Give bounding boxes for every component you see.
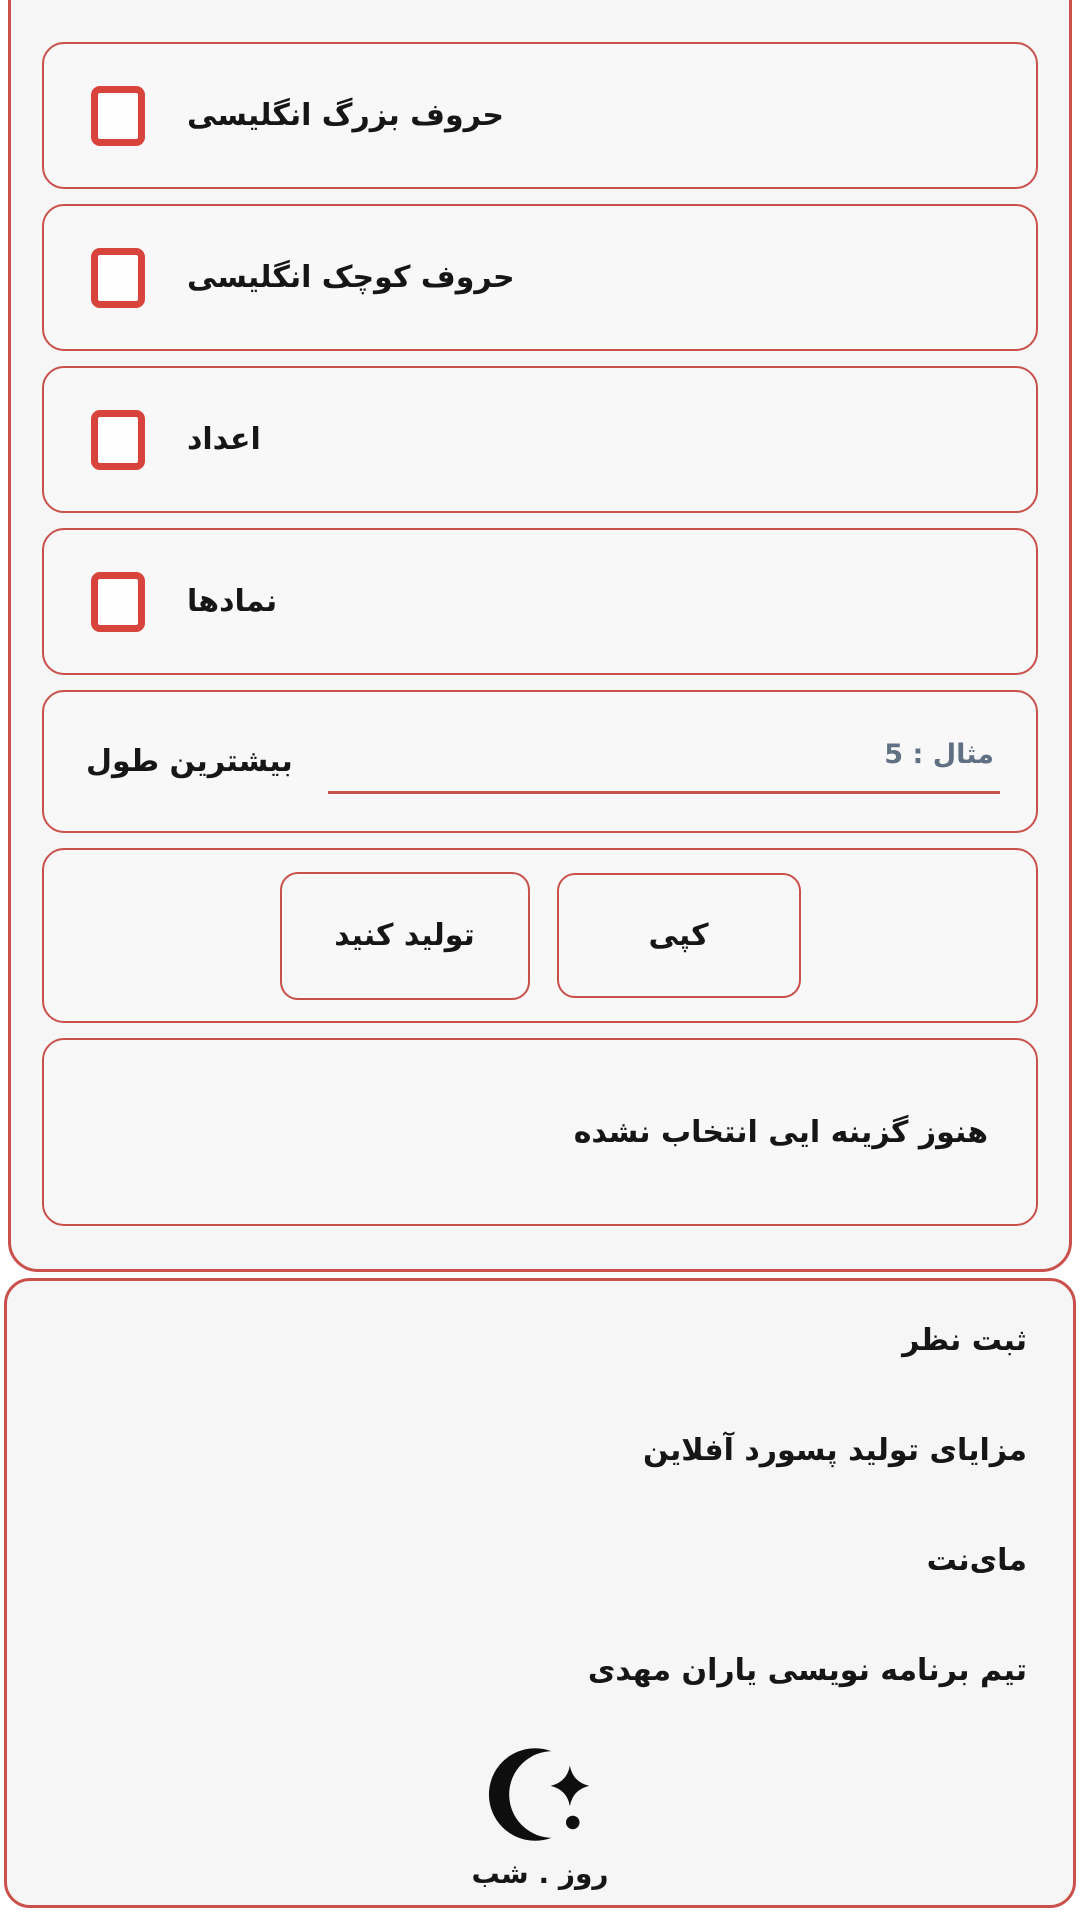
lowercase-checkbox[interactable]: [91, 248, 145, 308]
option-row-uppercase: [42, 42, 1038, 189]
option-row-numbers: [42, 366, 1038, 513]
link-feedback[interactable]: [7, 1285, 1073, 1395]
link-mynet[interactable]: [7, 1505, 1073, 1615]
uppercase-label: حروف بزرگ انگلیسی: [187, 98, 504, 133]
link-mynet-label: مای‌نت: [926, 1542, 1027, 1578]
result-box: [42, 1038, 1038, 1226]
lowercase-label: حروف کوچک انگلیسی: [187, 260, 515, 295]
uppercase-checkbox[interactable]: [91, 86, 145, 146]
max-length-input[interactable]: [328, 729, 1000, 794]
generate-button[interactable]: تولید کنید: [280, 872, 530, 1000]
link-offline-benefits[interactable]: [7, 1395, 1073, 1505]
max-length-label: بیشترین طول: [86, 744, 293, 779]
link-dev-team-label: تیم برنامه نویسی یاران مهدی: [587, 1652, 1027, 1688]
link-offline-benefits-label: مزایای تولید پسورد آفلاین: [642, 1432, 1027, 1468]
link-dev-team[interactable]: [7, 1615, 1073, 1725]
copy-button[interactable]: کپی: [557, 873, 801, 998]
max-length-row: [42, 690, 1038, 833]
action-buttons-row: [42, 848, 1038, 1023]
symbols-label: نمادها: [187, 584, 278, 619]
symbols-checkbox[interactable]: [91, 572, 145, 632]
link-feedback-label: ثبت نظر: [902, 1322, 1027, 1358]
password-options-panel: [8, 0, 1072, 1272]
moon-stars-icon: [487, 1736, 593, 1853]
numbers-checkbox[interactable]: [91, 410, 145, 470]
theme-toggle[interactable]: [7, 1736, 1073, 1890]
option-row-symbols: [42, 528, 1038, 675]
footer-panel: [4, 1278, 1076, 1908]
theme-toggle-label: روز . شب: [471, 1857, 609, 1890]
numbers-label: اعداد: [187, 422, 261, 457]
result-message: هنوز گزینه ایی انتخاب نشده: [573, 1114, 988, 1150]
option-row-lowercase: [42, 204, 1038, 351]
